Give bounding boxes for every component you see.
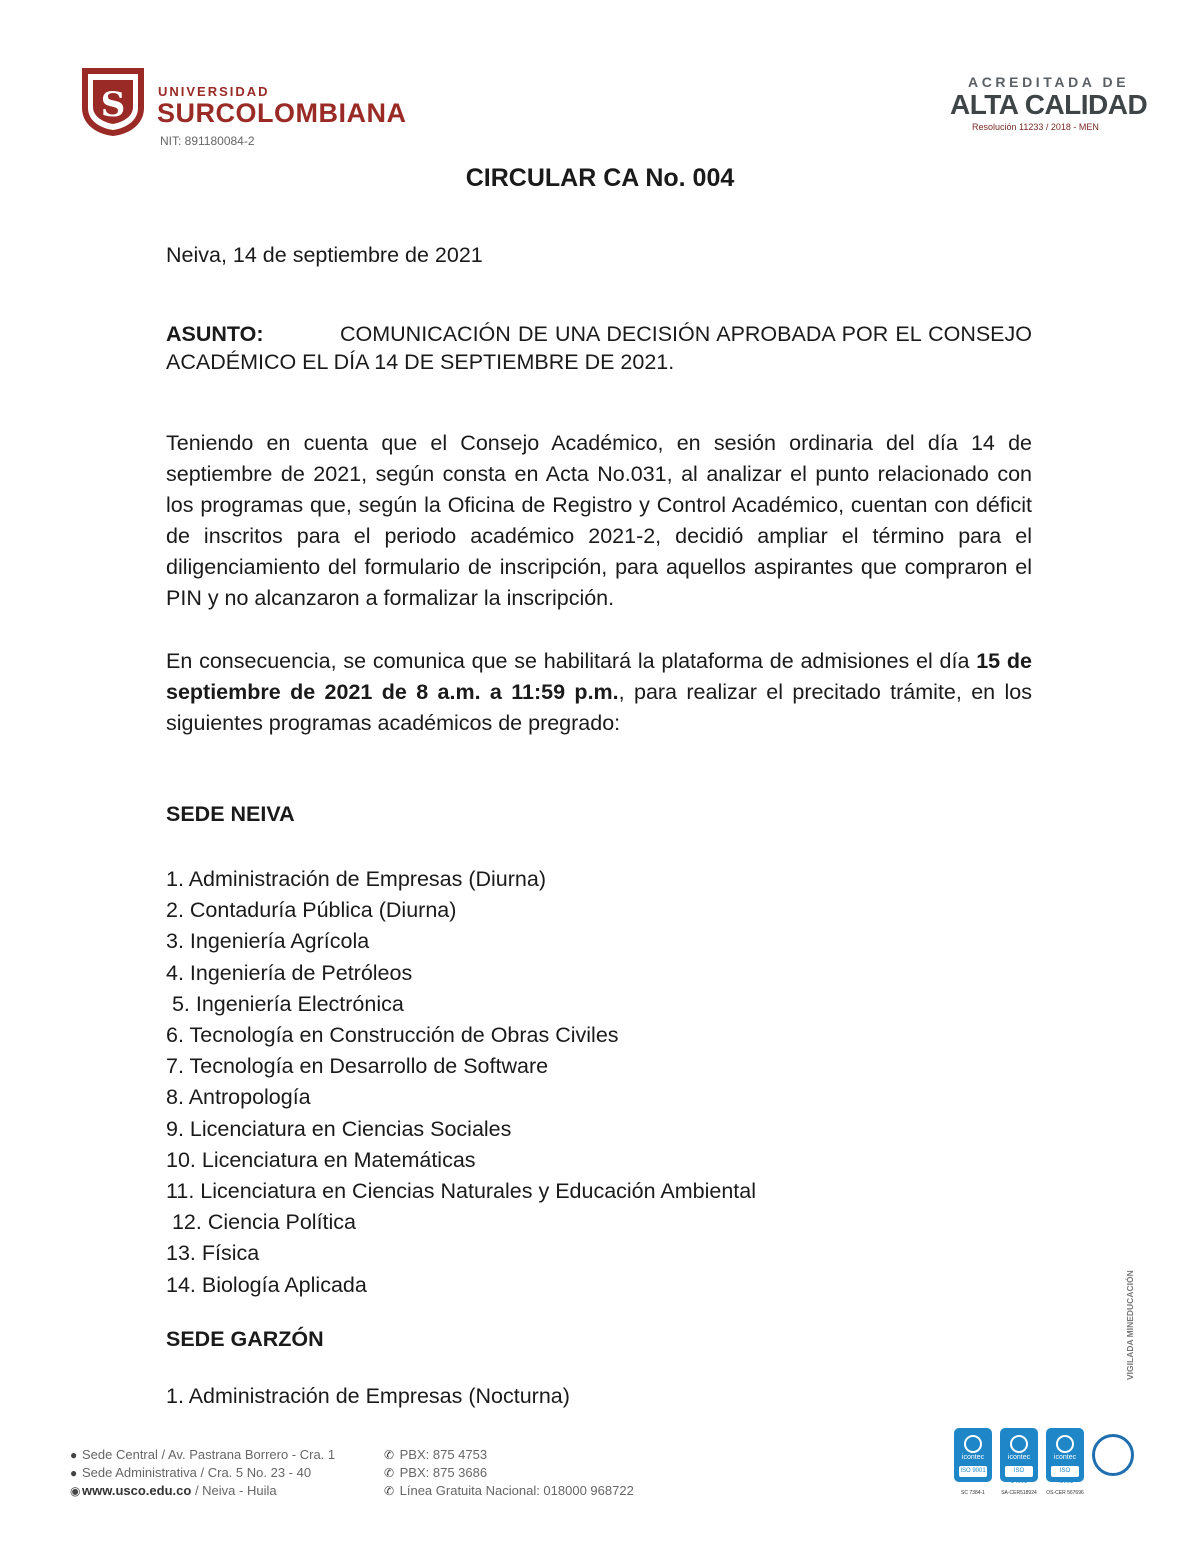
cert-label: icontec [961,1454,985,1461]
cert-code: SC 7384-1 [961,1490,985,1496]
footer-phone-3: Línea Gratuita Nacional: 018000 968722 [399,1483,634,1498]
program-item: 10. Licenciatura en Matemáticas [166,1147,476,1172]
vigilada-mineducacion-note [1122,1262,1138,1382]
cert-iso: ISO 45001 [1051,1466,1079,1477]
subject-block [166,320,1032,376]
svg-text:S: S [100,85,126,125]
sede-neiva-program-list [166,864,756,1301]
footer-address-1: Sede Central / Av. Pastrana Borrero - Cra. 1 [82,1447,336,1462]
paragraph-1: Teniendo en cuenta que el Consejo Académico, en sesión ordinaria del día 14 de septiembre de 2021, según consta en Acta No.031, al analizar el punto relacionado con los programas que, según la Oficina de Registro y Control Académico, cuentan con déficit de inscritos para el periodo académico 2021-2, decidió ampliar el término para el diligenciamiento del formulario de inscripción, para aquellos aspirantes que compraron el PIN y no alcanzaron a formalizar la inscripción. [166,431,1032,610]
document-date: Neiva, 14 de septiembre de 2021 [166,243,483,267]
accreditation-resolution: Resolución 11233 / 2018 - MEN [972,122,1099,132]
cert-code: OS-CER 567696 [1046,1490,1084,1496]
globe-icon: ◉ [70,1484,81,1498]
phone-icon: ✆ [384,1466,395,1480]
program-item: 2. Contaduría Pública (Diurna) [166,898,457,923]
program-item: 1. Administración de Empresas (Nocturna) [166,1384,570,1408]
university-label: UNIVERSIDAD [158,84,270,99]
paragraph-2 [166,646,1032,739]
accreditation-label: ACREDITADA DE [968,74,1130,90]
icontec-cert-badge [1046,1428,1084,1485]
university-name: SURCOLOMBIANA [157,98,407,128]
subject-text: COMUNICACIÓN DE UNA DECISIÓN APROBADA POR EL CONSEJO ACADÉMICO EL DÍA 14 DE SEPTIEMBRE DE 2021. [166,322,1032,374]
subject-label: ASUNTO: [166,322,264,346]
location-pin-icon: ● [70,1466,78,1480]
footer-phone-1: PBX: 875 4753 [399,1447,488,1462]
program-item: 1. Administración de Empresas (Diurna) [166,867,546,891]
iqnet-seal [1092,1434,1134,1476]
program-item: 14. Biología Aplicada [166,1272,367,1297]
sede-garzon-heading: SEDE GARZÓN [166,1327,324,1351]
cert-label: icontec [1007,1454,1031,1461]
footer-addresses [70,1446,335,1500]
footer-phone-2: PBX: 875 3686 [399,1465,488,1480]
program-item: 6. Tecnología en Construcción de Obras Civiles [166,1023,619,1048]
footer-phones [384,1446,634,1500]
program-item: 11. Licenciatura en Ciencias Naturales y Educación Ambiental [166,1179,756,1204]
footer-website-link[interactable]: www.usco.edu.co [82,1483,192,1498]
university-logo [78,64,148,138]
paragraph-2-end: , para realizar el precitado trámite, en los siguientes programas académicos de pregrado: [166,680,1032,735]
schedule-highlight: 15 de septiembre de 2021 de 8 a.m. a 11:59 p.m. [166,649,1032,704]
document-title: CIRCULAR CA No. 004 [465,164,735,192]
paragraph-2-start: En consecuencia, se comunica que se habilitará la plataforma de admisiones el día [166,649,977,673]
phone-icon: ✆ [384,1448,395,1462]
location-pin-icon: ● [70,1448,78,1462]
cert-code: SA-CER518924 [1001,1490,1037,1496]
program-item: 13. Física [166,1241,260,1266]
icontec-cert-badge [1000,1428,1038,1485]
program-item: 7. Tecnología en Desarrollo de Software [166,1054,549,1079]
cert-iso: ISO 14001 [1005,1466,1033,1477]
program-item: 8. Antropología [166,1085,311,1110]
phone-icon: ✆ [384,1484,395,1498]
sede-garzon-program-list [166,1381,570,1412]
cert-iso: ISO 9001 [959,1466,987,1477]
sede-neiva-heading: SEDE NEIVA [166,802,295,826]
program-item: 5. Ingeniería Electrónica [166,991,404,1016]
icontec-cert-badge [954,1428,992,1482]
university-nit: NIT: 891180084-2 [160,134,255,148]
footer-city: / Neiva - Huila [191,1483,277,1498]
accreditation-title: ALTA CALIDAD [950,89,1148,120]
program-item: 9. Licenciatura en Ciencias Sociales [166,1116,512,1141]
program-item: 3. Ingeniería Agrícola [166,929,370,954]
footer-address-2: Sede Administrativa / Cra. 5 No. 23 - 40 [82,1465,312,1480]
program-item: 12. Ciencia Política [166,1210,357,1235]
vigilada-text: VIGILADA MINEDUCACIÓN [1125,1270,1135,1380]
cert-label: icontec [1053,1454,1077,1461]
program-item: 4. Ingeniería de Petróleos [166,960,413,985]
